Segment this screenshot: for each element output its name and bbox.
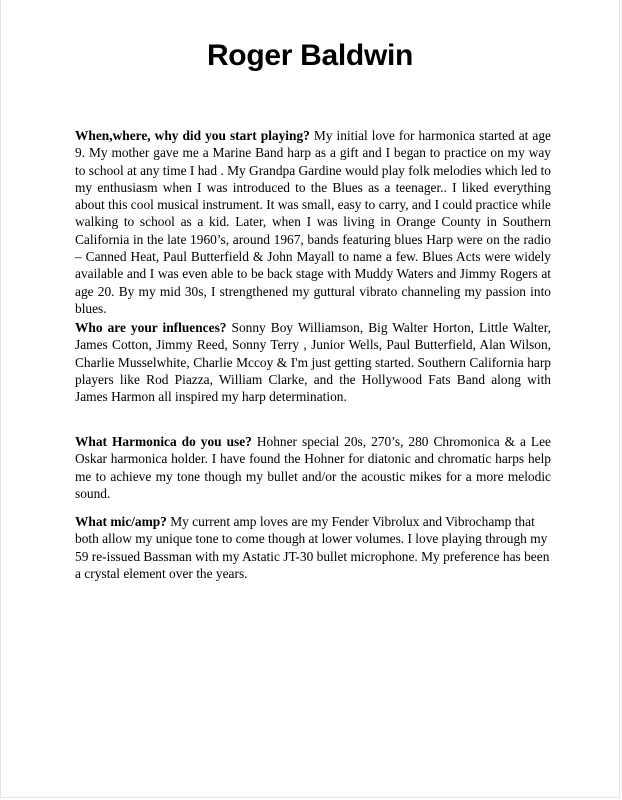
section-question: When,where, why did you start playing?: [75, 128, 310, 143]
section-harmonica: [75, 433, 551, 502]
section-question: What Harmonica do you use?: [75, 434, 252, 449]
section-influences: [75, 319, 551, 405]
section-answer: Hohner special 20s, 270’s, 280 Chromonica & a Lee Oskar harmonica holder. I have found the Hohner for diatonic and chromatic harps help me to achieve my tone though my bullet and/or the acoustic mikes for a more melodic sound.: [75, 434, 551, 501]
page-title: Roger Baldwin: [206, 39, 414, 72]
section-answer: Sonny Boy Williamson, Big Walter Horton, Little Walter, James Cotton, Jimmy Reed, Sonny Terry , Junior Wells, Paul Butterfield, Alan Wilson, Charlie Musselwhite, Charlie Mccoy & I'm just getting started. Southern California harp players like Rod Piazza, William Clarke, and the Hollywood Fats Band along with James Harmon all inspired my harp determination.: [75, 320, 551, 405]
section-answer: My current amp loves are my Fender Vibrolux and Vibrochamp that both allow my unique tone to come though at lower volumes. I love playing through my 59 re-issued Bassman with my Astatic JT-30 bullet microphone. My preference has been a crystal element over the years.: [75, 514, 550, 581]
section-answer: My initial love for harmonica started at age 9. My mother gave me a Marine Band harp as a gift and I began to practice on my way to school at any time I had . My Grandpa Gardine would play folk melodies which led to my enthusiasm when I was introduced to the Blues as a teenager.. I liked everything about this cool musical instrument. It was small, easy to carry, and I could practice while walking to school as a kid. Later, when I was living in Orange County in Southern California in the late 1960’s, around 1967, bands featuring blues Harp were on the radio – Canned Heat, Paul Butterfield & John Mayall to name a few. Blues Acts were widely available and I was even able to be back stage with Muddy Waters and Jimmy Rogers at age 20. By my mid 30s, I strengthened my guttural vibrato channeling my passion into blues.: [75, 128, 552, 316]
section-question: Who are your influences?: [75, 320, 227, 335]
section-start-playing: [75, 127, 551, 317]
section-mic-amp: [75, 513, 551, 582]
section-question: What mic/amp?: [75, 514, 167, 529]
